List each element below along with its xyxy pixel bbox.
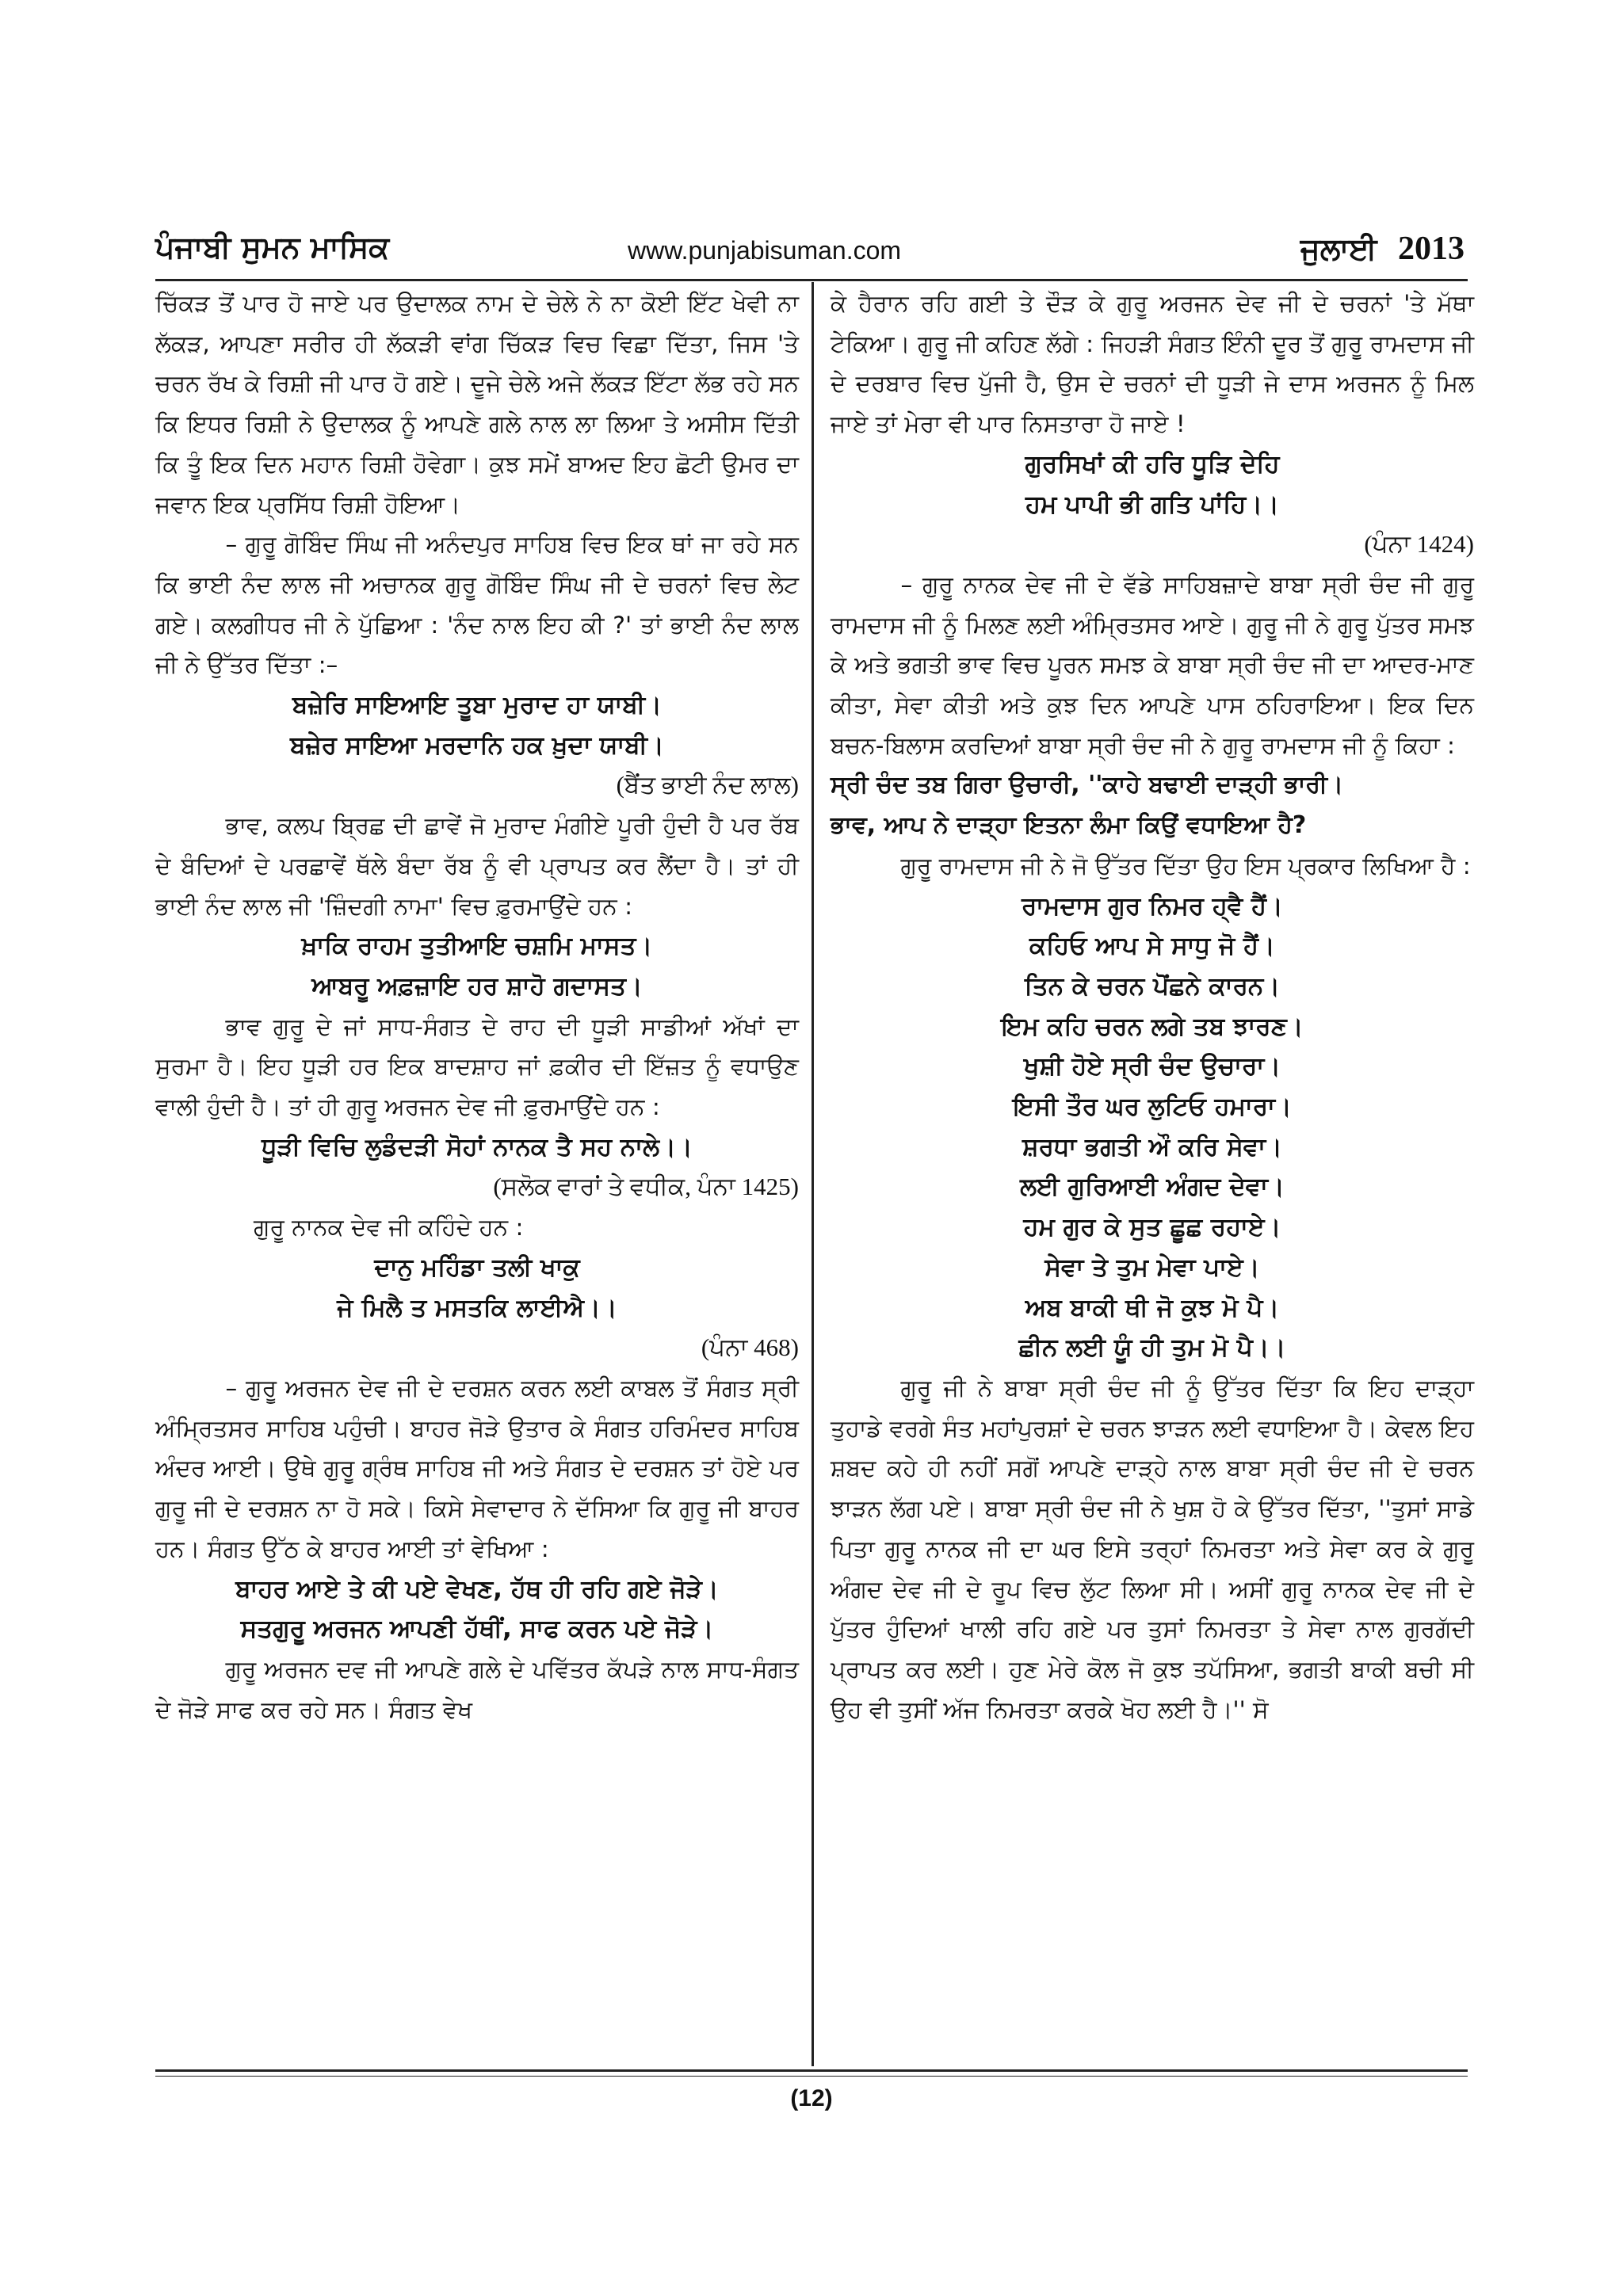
right-paragraph: ਗੁਰੂ ਰਾਮਦਾਸ ਜੀ ਨੇ ਜੋ ਉੱਤਰ ਦਿੱਤਾ ਉਹ ਇਸ ਪ੍ਰਕਾਰ ਲਿਖਿਆ ਹੈ : (900, 852, 1471, 879)
left-verse-line: ਜੇ ਮਿਲੈ ਤ ਮਸਤਕਿ ਲਾਈਐ।। (337, 1293, 617, 1322)
left-paragraph: – ਗੁਰੂ ਗੋਬਿੰਦ ਸਿੰਘ ਜੀ ਅਨੰਦਪੁਰ ਸਾਹਿਬ ਵਿਚ ਇਕ ਥਾਂ ਜਾ ਰਹੇ ਸਨ ਕਿ ਭਾਈ ਨੰਦ ਲਾਲ ਜੀ ਅਚਾਨਕ ਗੁਰੂ ਗੋਬਿੰਦ ਸਿੰਘ ਜੀ ਦੇ ਚਰਨਾਂ ਵਿਚ ਲੇਟ ਗਏ। ਕਲਗੀਧਰ ਜੀ ਨੇ ਪੁੱਛਿਆ : 'ਨੰਦ ਨਾਲ ਇਹ ਕੀ ?' ਤਾਂ ਭਾਈ ਨੰਦ ਲਾਲ ਜੀ ਨੇ ਉੱਤਰ ਦਿੱਤਾ :– (155, 531, 799, 679)
left-verse-line: ਸਤਗੁਰੂ ਅਰਜਨ ਆਪਣੀ ਹੱਥੀਂ, ਸਾਫ ਕਰਨ ਪਏ ਜੋੜੇ। (240, 1615, 714, 1644)
right-verse-line: ਹਮ ਪਾਪੀ ਭੀ ਗਤਿ ਪਾਂਹਿ।। (1025, 490, 1280, 519)
right-verse-line: ਤਿਨ ਕੇ ਚਰਨ ਪੋਂਛਨੇ ਕਾਰਨ। (1024, 971, 1281, 1001)
right-verse-line: ਭਾਵ, ਆਪ ਨੇ ਦਾੜ੍ਹਾ ਇਤਨਾ ਲੰਮਾ ਕਿਉਂ ਵਧਾਇਆ ਹੈ? (831, 811, 1307, 840)
right-verse-line: ਹਮ ਗੁਰ ਕੇ ਸੁਤ ਛੂਛ ਰਹਾਏ। (1023, 1213, 1281, 1242)
left-paragraph: ਭਾਵ ਗੁਰੂ ਦੇ ਜਾਂ ਸਾਧ-ਸੰਗਤ ਦੇ ਰਾਹ ਦੀ ਧੂੜੀ ਸਾਡੀਆਂ ਅੱਖਾਂ ਦਾ ਸੁਰਮਾ ਹੈ। ਇਹ ਧੂੜੀ ਹਰ ਇਕ ਬਾਦਸ਼ਾਹ ਜਾਂ ਫ਼ਕੀਰ ਦੀ ਇੱਜ਼ਤ ਨੂੰ ਵਧਾਉਣ ਵਾਲੀ ਹੁੰਦੀ ਹੈ। ਤਾਂ ਹੀ ਗੁਰੂ ਅਰਜਨ ਦੇਵ ਜੀ ਫ਼ੁਰਮਾਉਂਦੇ ਹਨ : (155, 1013, 799, 1121)
left-paragraph: – ਗੁਰੂ ਅਰਜਨ ਦੇਵ ਜੀ ਦੇ ਦਰਸ਼ਨ ਕਰਨ ਲਈ ਕਾਬਲ ਤੋਂ ਸੰਗਤ ਸ੍ਰੀ ਅੰਮ੍ਰਿਤਸਰ ਸਾਹਿਬ ਪਹੁੰਚੀ। ਬਾਹਰ ਜੋੜੇ ਉਤਾਰ ਕੇ ਸੰਗਤ ਹਰਿਮੰਦਰ ਸਾਹਿਬ ਅੰਦਰ ਆਈ। ਉਥੇ ਗੁਰੂ ਗ੍ਰੰਥ ਸਾਹਿਬ ਜੀ ਅਤੇ ਸੰਗਤ ਦੇ ਦਰਸ਼ਨ ਤਾਂ ਹੋਏ ਪਰ ਗੁਰੂ ਜੀ ਦੇ ਦਰਸ਼ਨ ਨਾ ਹੋ ਸਕੇ। ਕਿਸੇ ਸੇਵਾਦਾਰ ਨੇ ਦੱਸਿਆ ਕਿ ਗੁਰੂ ਜੀ ਬਾਹਰ ਹਨ। ਸੰਗਤ ਉੱਠ ਕੇ ਬਾਹਰ ਆਈ ਤਾਂ ਵੇਖਿਆ : (155, 1374, 799, 1562)
issue-month: ਜੁਲਾਈ (1300, 231, 1377, 266)
right-column (831, 284, 1474, 1730)
right-verse-line: ਖੁਸ਼ੀ ਹੋਏ ਸ੍ਰੀ ਚੰਦ ਉਚਾਰਾ। (1023, 1052, 1281, 1081)
issue-year: 2013 (1398, 231, 1465, 267)
right-verse-line: ਰਾਮਦਾਸ ਗੁਰ ਨਿਮਰ ਹ੍ਵੈ ਹੈਂ। (1022, 891, 1283, 921)
right-paragraph: ਕੇ ਹੈਰਾਨ ਰਹਿ ਗਈ ਤੇ ਦੌੜ ਕੇ ਗੁਰੂ ਅਰਜਨ ਦੇਵ ਜੀ ਦੇ ਚਰਨਾਂ 'ਤੇ ਮੱਥਾ ਟੇਕਿਆ। ਗੁਰੂ ਜੀ ਕਹਿਣ ਲੱਗੇ : ਜਿਹੜੀ ਸੰਗਤ ਇੰਨੀ ਦੂਰ ਤੋਂ ਗੁਰੂ ਰਾਮਦਾਸ ਜੀ ਦੇ ਦਰਬਾਰ ਵਿਚ ਪੁੱਜੀ ਹੈ, ਉਸ ਦੇ ਚਰਨਾਂ ਦੀ ਧੂੜੀ ਜੇ ਦਾਸ ਅਰਜਨ ਨੂੰ ਮਿਲ ਜਾਏ ਤਾਂ ਮੇਰਾ ਵੀ ਪਾਰ ਨਿਸਤਾਰਾ ਹੋ ਜਾਏ ! (831, 290, 1474, 438)
right-verse-line: ਕਹਿਓ ਆਪ ਸੇ ਸਾਧੁ ਜੋ ਹੈਂ। (1029, 932, 1275, 961)
website-url[interactable]: www.punjabisuman.com (628, 236, 902, 265)
left-paragraph: ਚਿੱਕੜ ਤੋਂ ਪਾਰ ਹੋ ਜਾਏ ਪਰ ਉਦਾਲਕ ਨਾਮ ਦੇ ਚੇਲੇ ਨੇ ਨਾ ਕੋਈ ਇੱਟ ਖੇਵੀ ਨਾ ਲੱਕੜ, ਆਪਣਾ ਸਰੀਰ ਹੀ ਲੱਕੜੀ ਵਾਂਗ ਚਿੱਕੜ ਵਿਚ ਵਿਛਾ ਦਿੱਤਾ, ਜਿਸ 'ਤੇ ਚਰਨ ਰੱਖ ਕੇ ਰਿਸ਼ੀ ਜੀ ਪਾਰ ਹੋ ਗਏ। ਦੂਜੇ ਚੇਲੇ ਅਜੇ ਲੱਕੜ ਇੱਟਾ ਲੱਭ ਰਹੇ ਸਨ ਕਿ ਇਧਰ ਰਿਸ਼ੀ ਨੇ ਉਦਾਲਕ ਨੂੰ ਆਪਣੇ ਗਲੇ ਨਾਲ ਲਾ ਲਿਆ ਤੇ ਅਸੀਸ ਦਿੱਤੀ ਕਿ ਤੂੰ ਇਕ ਦਿਨ ਮਹਾਨ ਰਿਸ਼ੀ ਹੋਵੇਗਾ। ਕੁਝ ਸਮੇਂ ਬਾਅਦ ਇਹ ਛੋਟੀ ਉਮਰ ਦਾ ਜਵਾਨ ਇਕ ਪ੍ਰਸਿੱਧ ਰਿਸ਼ੀ ਹੋਇਆ। (155, 290, 799, 518)
right-verse-line: ਅਬ ਬਾਕੀ ਥੀ ਜੋ ਕੁਝ ਮੋ ਪੈ। (1025, 1293, 1280, 1322)
left-verse-line: ਆਬਰੂ ਅਫ਼ਜ਼ਾਇ ਹਰ ਸ਼ਾਹੋ ਗਦਾਸਤ। (311, 971, 643, 1001)
left-verse-line: ਬਾਹਰ ਆਏ ਤੇ ਕੀ ਪਏ ਵੇਖਣ, ਹੱਥ ਹੀ ਰਹਿ ਗਏ ਜੋੜੇ। (235, 1574, 719, 1604)
right-verse-line: ਇਮ ਕਹਿ ਚਰਨ ਲਗੇ ਤਬ ਝਾਰਣ। (1001, 1012, 1304, 1041)
right-verse-line: ਛੀਨ ਲਈ ਯੂੰ ਹੀ ਤੁਮ ਮੋ ਪੈ।। (1018, 1333, 1286, 1363)
right-citation: (ਪੰਨਾ 1424) (1364, 530, 1474, 559)
header-rule (155, 279, 1468, 281)
left-column (155, 284, 799, 1730)
left-verse-line: ਬਜ਼ੇਰ ਸਾਇਆ ਮਰਦਾਨਿ ਹਕ ਖ਼ੁਦਾ ਯਾਬੀ। (290, 730, 664, 760)
page-number: (12) (790, 2085, 833, 2111)
magazine-title: ਪੰਜਾਬੀ ਸੁਮਨ ਮਾਸਿਕ (155, 230, 390, 265)
right-verse-line: ਸ੍ਰੀ ਚੰਦ ਤਬ ਗਿਰਾ ਉਚਾਰੀ, ''ਕਾਹੇ ਬਢਾਈ ਦਾੜ੍ਹੀ ਭਾਰੀ। (831, 771, 1344, 799)
footer-rule-thin (155, 2076, 1468, 2077)
right-verse-line: ਗੁਰਸਿਖਾਂ ਕੀ ਹਰਿ ਧੂੜਿ ਦੇਹਿ (1025, 449, 1280, 479)
left-citation: (ਸਲੋਕ ਵਾਰਾਂ ਤੇ ਵਧੀਕ, ਪੰਨਾ 1425) (493, 1173, 799, 1201)
left-verse-line: ਬਜ਼ੇਰਿ ਸਾਇਆਇ ਤੂਬਾ ਮੁਰਾਦ ਹਾ ਯਾਬੀ। (292, 691, 662, 720)
issue-date (1300, 230, 1465, 268)
right-verse-line: ਸੇਵਾ ਤੇ ਤੁਮ ਮੇਵਾ ਪਾਏ। (1044, 1253, 1260, 1282)
footer-rule (155, 2069, 1468, 2072)
left-paragraph: ਭਾਵ, ਕਲਪ ਬ੍ਰਿਛ ਦੀ ਛਾਵੇਂ ਜੋ ਮੁਰਾਦ ਮੰਗੀਏ ਪੂਰੀ ਹੁੰਦੀ ਹੈ ਪਰ ਰੱਬ ਦੇ ਬੰਦਿਆਂ ਦੇ ਪਰਛਾਵੇਂ ਥੱਲੇ ਬੰਦਾ ਰੱਬ ਨੂੰ ਵੀ ਪ੍ਰਾਪਤ ਕਰ ਲੈਂਦਾ ਹੈ। ਤਾਂ ਹੀ ਭਾਈ ਨੰਦ ਲਾਲ ਜੀ 'ਜ਼ਿੰਦਗੀ ਨਾਮਾ' ਵਿਚ ਫ਼ੁਰਮਾਉਂਦੇ ਹਨ : (155, 812, 799, 920)
left-citation: (ਬੈਂਤ ਭਾਈ ਨੰਦ ਲਾਲ) (616, 771, 799, 799)
left-intro-line: ਗੁਰੂ ਨਾਨਕ ਦੇਵ ਜੀ ਕਹਿੰਦੇ ਹਨ : (254, 1214, 524, 1241)
left-verse-line: ਖ਼ਾਕਿ ਰਾਹਮ ਤੁਤੀਆਇ ਚਸ਼ਮਿ ਮਾਸਤ। (301, 932, 653, 961)
column-divider (812, 282, 814, 2066)
left-paragraph: ਗੁਰੂ ਅਰਜਨ ਦਵ ਜੀ ਆਪਣੇ ਗਲੇ ਦੇ ਪਵਿੱਤਰ ਕੱਪੜੇ ਨਾਲ ਸਾਧ-ਸੰਗਤ ਦੇ ਜੋੜੇ ਸਾਫ ਕਰ ਰਹੇ ਸਨ। ਸੰਗਤ ਵੇਖ (155, 1655, 799, 1723)
right-verse-line: ਇਸੀ ਤੌਰ ਘਰ ਲੁਟਿਓ ਹਮਾਰਾ। (1013, 1093, 1292, 1122)
right-paragraph: ਗੁਰੂ ਜੀ ਨੇ ਬਾਬਾ ਸ੍ਰੀ ਚੰਦ ਜੀ ਨੂੰ ਉੱਤਰ ਦਿੱਤਾ ਕਿ ਇਹ ਦਾੜ੍ਹਾ ਤੁਹਾਡੇ ਵਰਗੇ ਸੰਤ ਮਹਾਂਪੁਰਸ਼ਾਂ ਦੇ ਚਰਨ ਝਾੜਨ ਲਈ ਵਧਾਇਆ ਹੈ। ਕੇਵਲ ਇਹ ਸ਼ਬਦ ਕਹੇ ਹੀ ਨਹੀਂ ਸਗੋਂ ਆਪਣੇ ਦਾੜ੍ਹੇ ਨਾਲ ਬਾਬਾ ਸ੍ਰੀ ਚੰਦ ਜੀ ਦੇ ਚਰਨ ਝਾੜਨ ਲੱਗ ਪਏ। ਬਾਬਾ ਸ੍ਰੀ ਚੰਦ ਜੀ ਨੇ ਖੁਸ਼ ਹੋ ਕੇ ਉੱਤਰ ਦਿੱਤਾ, ''ਤੁਸਾਂ ਸਾਡੇ ਪਿਤਾ ਗੁਰੂ ਨਾਨਕ ਜੀ ਦਾ ਘਰ ਇਸੇ ਤਰ੍ਹਾਂ ਨਿਮਰਤਾ ਅਤੇ ਸੇਵਾ ਕਰ ਕੇ ਗੁਰੂ ਅੰਗਦ ਦੇਵ ਜੀ ਦੇ ਰੂਪ ਵਿਚ ਲੁੱਟ ਲਿਆ ਸੀ। ਅਸੀਂ ਗੁਰੂ ਨਾਨਕ ਦੇਵ ਜੀ ਦੇ ਪੁੱਤਰ ਹੁੰਦਿਆਂ ਖਾਲੀ ਰਹਿ ਗਏ ਪਰ ਤੁਸਾਂ ਨਿਮਰਤਾ ਤੇ ਸੇਵਾ ਨਾਲ ਗੁਰਗੱਦੀ ਪ੍ਰਾਪਤ ਕਰ ਲਈ। ਹੁਣ ਮੇਰੇ ਕੋਲ ਜੋ ਕੁਝ ਤਪੱਸਿਆ, ਭਗਤੀ ਬਾਕੀ ਬਚੀ ਸੀ ਉਹ ਵੀ ਤੁਸੀਂ ਅੱਜ ਨਿਮਰਤਾ ਕਰਕੇ ਖੋਹ ਲਈ ਹੈ।'' ਸੋ (831, 1374, 1474, 1723)
left-verse-line: ਦਾਨੁ ਮਹਿੰਡਾ ਤਲੀ ਖਾਕੁ (374, 1253, 580, 1282)
right-paragraph: – ਗੁਰੂ ਨਾਨਕ ਦੇਵ ਜੀ ਦੇ ਵੱਡੇ ਸਾਹਿਬਜ਼ਾਦੇ ਬਾਬਾ ਸ੍ਰੀ ਚੰਦ ਜੀ ਗੁਰੂ ਰਾਮਦਾਸ ਜੀ ਨੂੰ ਮਿਲਣ ਲਈ ਅੰਮ੍ਰਿਤਸਰ ਆਏ। ਗੁਰੂ ਜੀ ਨੇ ਗੁਰੂ ਪੁੱਤਰ ਸਮਝ ਕੇ ਅਤੇ ਭਗਤੀ ਭਾਵ ਵਿਚ ਪੂਰਨ ਸਮਝ ਕੇ ਬਾਬਾ ਸ੍ਰੀ ਚੰਦ ਜੀ ਦਾ ਆਦਰ-ਮਾਣ ਕੀਤਾ, ਸੇਵਾ ਕੀਤੀ ਅਤੇ ਕੁਝ ਦਿਨ ਆਪਣੇ ਪਾਸ ਠਹਿਰਾਇਆ। ਇਕ ਦਿਨ ਬਚਨ-ਬਿਲਾਸ ਕਰਦਿਆਂ ਬਾਬਾ ਸ੍ਰੀ ਚੰਦ ਜੀ ਨੇ ਗੁਰੂ ਰਾਮਦਾਸ ਜੀ ਨੂੰ ਕਿਹਾ : (831, 570, 1474, 759)
right-verse-line: ਸ਼ਰਧਾ ਭਗਤੀ ਔ ਕਰਿ ਸੇਵਾ। (1022, 1132, 1282, 1161)
left-citation: (ਪੰਨਾ 468) (701, 1333, 799, 1362)
left-verse-line: ਧੂੜੀ ਵਿਚਿ ਲੁਡੰਦੜੀ ਸੋਹਾਂ ਨਾਨਕ ਤੈ ਸਹ ਨਾਲੇ।। (262, 1132, 693, 1161)
right-verse-line: ਲਈ ਗੁਰਿਆਈ ਅੰਗਦ ਦੇਵਾ। (1020, 1173, 1285, 1202)
